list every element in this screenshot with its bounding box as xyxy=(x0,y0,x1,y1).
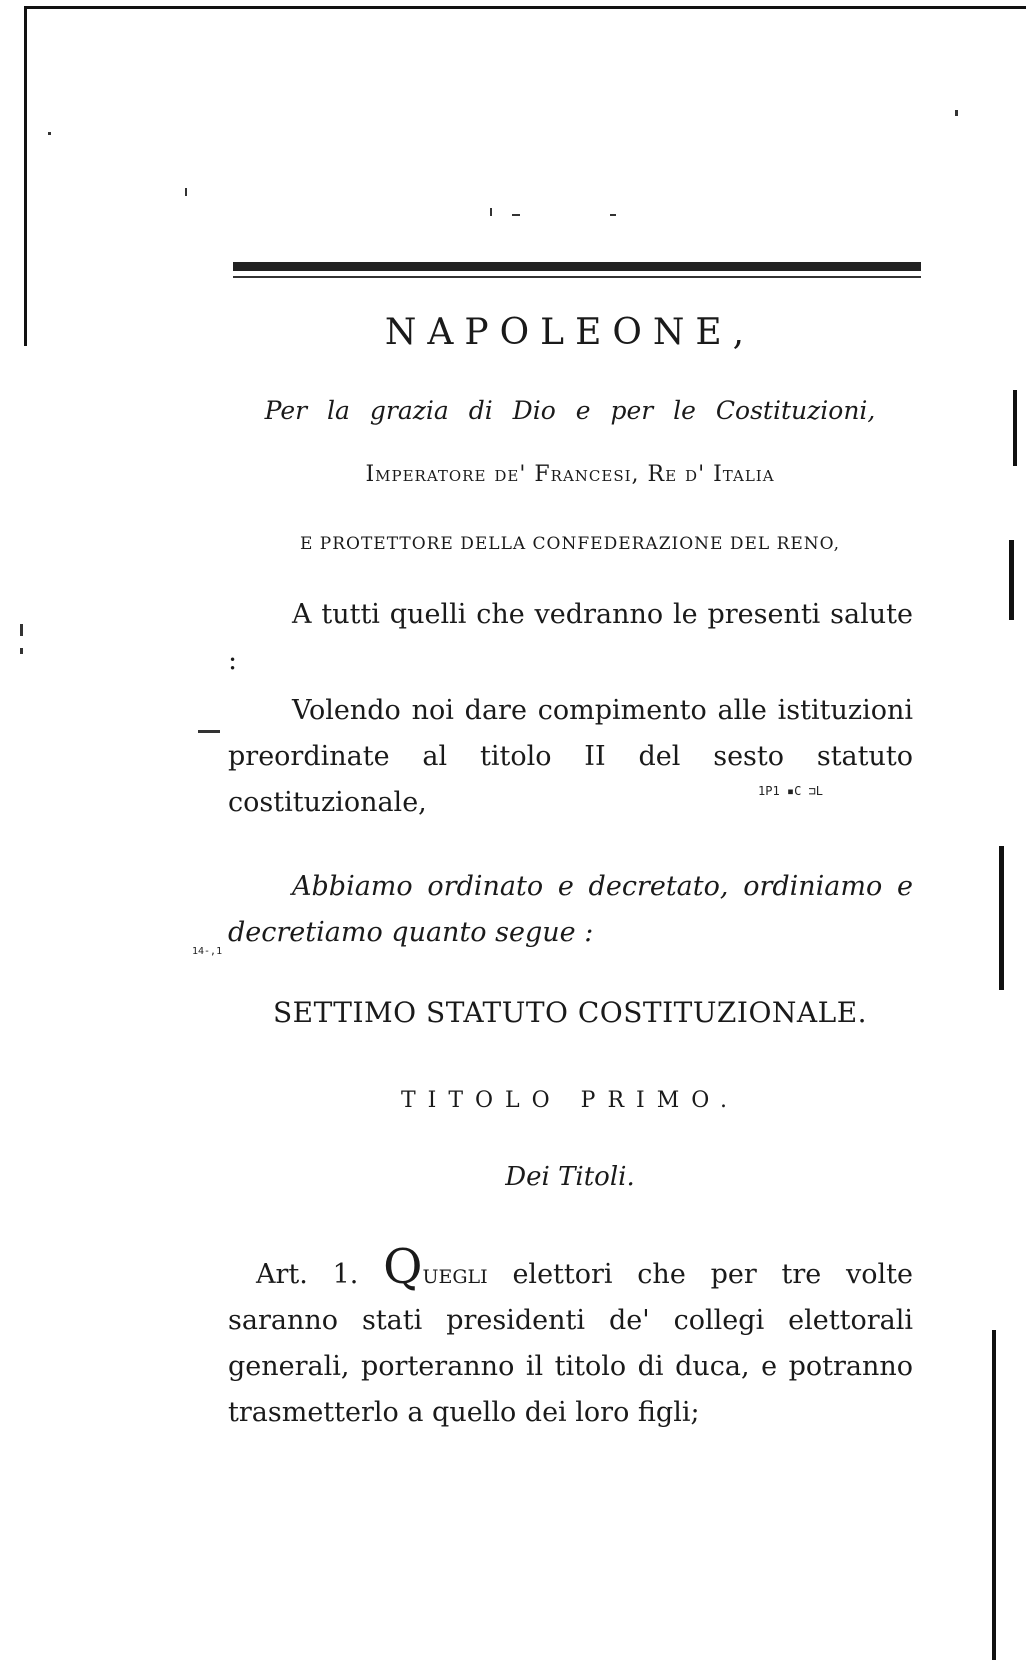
speck xyxy=(20,624,23,636)
statute-heading: SETTIMO STATUTO COSTITUZIONALE. xyxy=(272,996,868,1029)
speck xyxy=(512,214,520,216)
greeting-paragraph: A tutti quelli che vedranno le presenti salute : xyxy=(228,599,913,676)
article-1 xyxy=(228,1239,913,1436)
scan-edge-right-3 xyxy=(999,846,1004,990)
grace-line: Per la grazia di Dio e per le Costituzioni, xyxy=(264,396,876,425)
article-dropcap: Q xyxy=(383,1239,423,1295)
scan-edge-left xyxy=(24,6,27,346)
margin-mark-left: 14-,1 xyxy=(192,946,223,957)
scan-edge-right-2 xyxy=(1009,540,1014,620)
header-rule-thin xyxy=(233,276,921,278)
titolo-heading: TITOLO PRIMO. xyxy=(400,1088,740,1113)
article-lead-word: uegli xyxy=(422,1259,488,1290)
decree-paragraph: Abbiamo ordinato e decretato, ordiniamo e decretiamo quanto segue : xyxy=(228,871,913,948)
speck xyxy=(955,110,958,116)
speck xyxy=(198,730,220,733)
speck xyxy=(185,188,187,196)
margin-mark-right: 1P1 ▪C ⊐L xyxy=(758,784,824,798)
protector-line: E PROTETTORE DELLA CONFEDERAZIONE DEL RENO, xyxy=(299,534,841,554)
scan-edge-top xyxy=(26,6,1026,9)
article-number: Art. 1. xyxy=(256,1259,359,1290)
speck xyxy=(490,208,492,216)
header-title: NAPOLEONE, xyxy=(384,312,756,353)
article-body: elettori che per tre volte saranno stati presidenti de' collegi elettorali generali, porteranno il titolo di duca, e potranno trasmetterlo a quello dei loro figli; xyxy=(228,1259,913,1428)
scan-edge-right-1 xyxy=(1013,390,1017,466)
section-heading: Dei Titoli. xyxy=(505,1162,635,1192)
speck xyxy=(610,214,616,216)
imperial-title-line: Imperatore de' Francesi, Re d' Italia xyxy=(365,462,775,487)
speck xyxy=(48,132,51,135)
header-rule-thick xyxy=(233,262,921,271)
speck xyxy=(20,648,23,654)
scan-edge-right-4 xyxy=(992,1330,996,1660)
preamble-paragraph: Volendo noi dare compimento alle istituzioni preordinate al titolo II del sesto statuto costituzionale, xyxy=(228,695,913,818)
